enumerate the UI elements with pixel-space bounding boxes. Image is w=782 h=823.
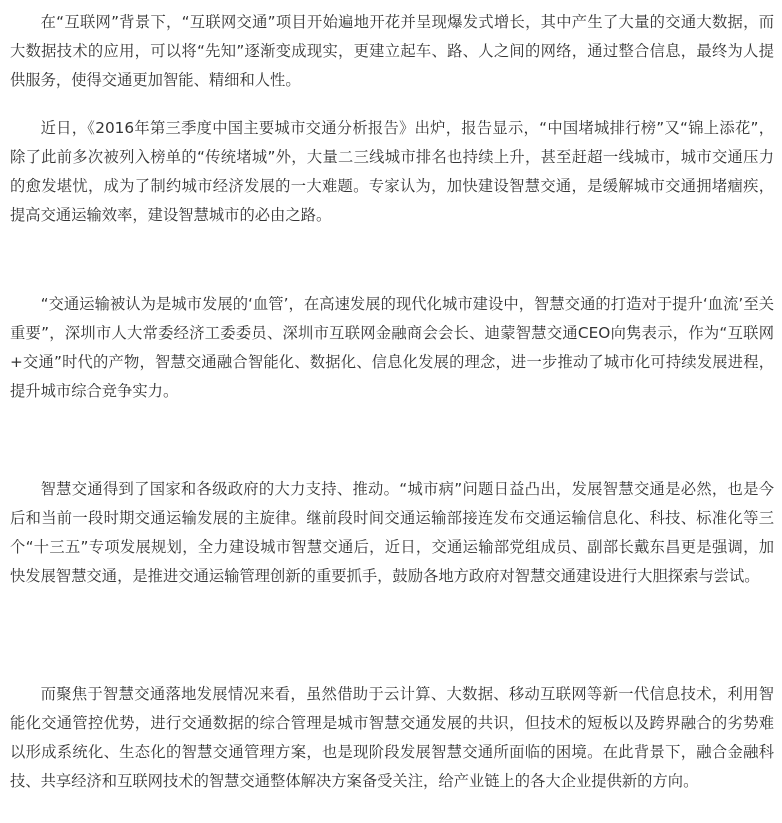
paragraph-1: 在“互联网”背景下，“互联网交通”项目开始遍地开花并呈现爆发式增长，其中产生了大量的交通大数据，而大数据技术的应用，可以将“先知”逐渐变成现实，更建立起车、路、人之间的网络，通过整合信息，最终为人提供服务，使得交通更加智能、精细和人性。 (10, 13, 774, 89)
paragraph-2: 近日，《2016年第三季度中国主要城市交通分析报告》出炉，报告显示，“中国堵城排行榜”又“锦上添花”，除了此前多次被列入榜单的“传统堵城”外，大量二三线城市排名也持续上升，甚至赶超一线城市，城市交通压力的愈发堪忧，成为了制约城市经济发展的一大难题。专家认为，加快建设智慧交通，是缓解城市交通拥堵痼疾，提高交通运输效率，建设智慧城市的必由之路。 (10, 119, 774, 224)
paragraph-4: 智慧交通得到了国家和各级政府的大力支持、推动。“城市病”问题日益凸出，发展智慧交通是必然，也是今后和当前一段时期交通运输发展的主旋律。继前段时间交通运输部接连发布交通运输信息化、科技、标准化等三个“十三五”专项发展规划，全力建设城市智慧交通后，近日，交通运输部党组成员、副部长戴东昌更是强调，加快发展智慧交通，是推进交通运输管理创新的重要抓手，鼓励各地方政府对智慧交通建设进行大胆探索与尝试。 (10, 480, 774, 585)
paragraph-3: “交通运输被认为是城市发展的‘血管’，在高速发展的现代化城市建设中，智慧交通的打造对于提升‘血流’至关重要”，深圳市人大常委经济工委委员、深圳市互联网金融商会会长、迪蒙智慧交通CEO向隽表示，作为“互联网+交通”时代的产物，智慧交通融合智能化、数据化、信息化发展的理念，进一步推动了城市化可持续发展进程，提升城市综合竞争实力。 (10, 295, 774, 400)
paragraph-5: 而聚焦于智慧交通落地发展情况来看，虽然借助于云计算、大数据、移动互联网等新一代信息技术，利用智能化交通管控优势，进行交通数据的综合管理是城市智慧交通发展的共识，但技术的短板以及跨界融合的劣势难以形成系统化、生态化的智慧交通管理方案，也是现阶段发展智慧交通所面临的困境。在此背景下，融合金融科技、共享经济和互联网技术的智慧交通整体解决方案备受关注，给产业链上的各大企业提供新的方向。 (10, 685, 774, 790)
